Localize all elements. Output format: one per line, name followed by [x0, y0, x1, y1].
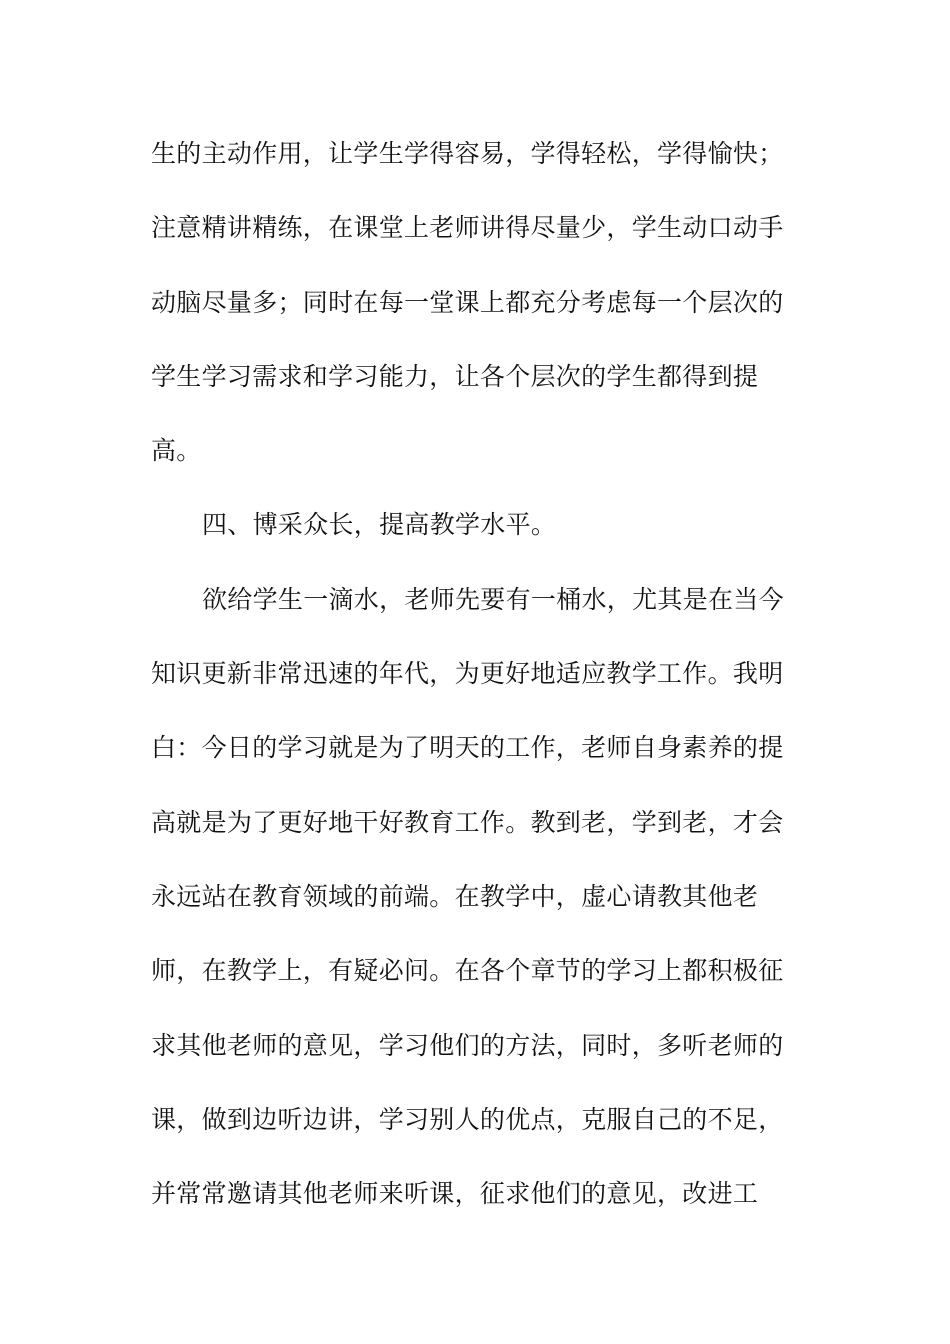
text-line: 白：今日的学习就是为了明天的工作，老师自身素养的提	[151, 733, 784, 763]
text-line: 师，在教学上，有疑必问。在各个章节的学习上都积极征	[151, 956, 784, 986]
section-heading: 四、博采众长，提高教学水平。	[202, 510, 557, 540]
text-line: 求其他老师的意见，学习他们的方法，同时，多听老师的	[151, 1030, 784, 1060]
text-line: 注意精讲精练，在课堂上老师讲得尽量少，学生动口动手	[151, 213, 784, 243]
body-text	[151, 128, 801, 1242]
text-line: 课，做到边听边讲，学习别人的优点，克服自己的不足，	[151, 1104, 784, 1134]
text-line: 知识更新非常迅速的年代，为更好地适应教学工作。我明	[151, 659, 784, 689]
text-line: 生的主动作用，让学生学得容易，学得轻松，学得愉快；	[151, 139, 784, 168]
text-line: 动脑尽量多；同时在每一堂课上都充分考虑每一个层次的	[151, 287, 784, 317]
text-line: 高。	[151, 436, 202, 466]
text-line: 高就是为了更好地干好教育工作。教到老，学到老，才会	[151, 807, 784, 837]
text-line: 永远站在教育领域的前端。在教学中，虚心请教其他老	[151, 881, 759, 911]
text-line: 并常常邀请其他老师来听课，征求他们的意见，改进工	[151, 1179, 759, 1209]
paragraph-start-line: 欲给学生一滴水，老师先要有一桶水，尤其是在当今	[202, 584, 784, 614]
text-line: 学生学习需求和学习能力，让各个层次的学生都得到提	[151, 361, 759, 391]
